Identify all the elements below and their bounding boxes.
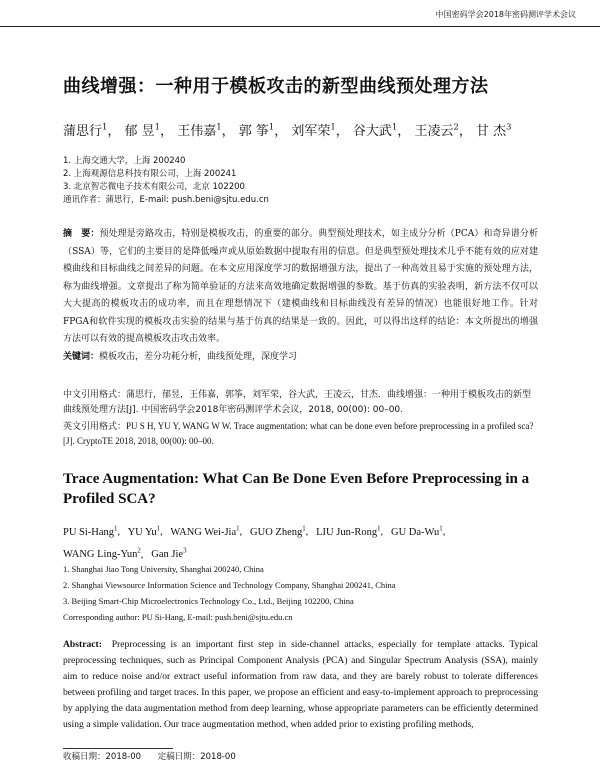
cn-abstract: [63, 226, 538, 349]
en-author: PU Si-Hang$^1$: [63, 525, 118, 538]
cn-author: 王凌云$^2$: [414, 121, 459, 139]
en-author: YU Yu$^1$: [127, 525, 161, 538]
cn-abstract-label: 摘 要：: [63, 229, 100, 239]
en-title: Trace Augmentation: What Can Be Done Even Before Preprocessing in a Profiled SCA?: [63, 471, 530, 507]
en-author: WANG Wei-Jia$^1$: [170, 525, 240, 538]
accepted-date: 定稿日期：2018-00: [157, 752, 236, 762]
cn-author: 王伟嘉$^1$: [177, 121, 222, 139]
en-affiliation-2: 2. Shanghai Viewsource Information Science and Technology Company, Shanghai 200241, China: [63, 580, 396, 590]
en-author: Gan Jie$^3$: [151, 547, 187, 560]
en-affiliation-3: 3. Beijing Smart-Chip Microelectronics Technology Co., Ltd., Beijing 102200, China: [63, 596, 354, 606]
cn-keywords: [63, 349, 538, 367]
cn-citation: [63, 388, 538, 418]
cn-affiliation-2: 2. 上海观源信息科技有限公司，上海 200241: [63, 169, 237, 179]
cn-keywords-label: 关键词：: [63, 352, 100, 362]
cn-affiliation-1: 1. 上海交通大学，上海 200240: [63, 156, 186, 166]
cn-author: 郁 昱$^1$: [124, 121, 161, 139]
en-citation: [63, 419, 538, 449]
en-citation-text: PU S H, YU Y, WANG W W. Trace augmentation: what can be done even before preprocessing in a profiled sca?[J]. CryptoTE 2018, 2018, 00(00): 00–00.: [63, 421, 534, 446]
cn-title: 曲线增强：一种用于模板攻击的新型曲线预处理方法: [63, 76, 489, 97]
footer-dates: [63, 750, 250, 762]
cn-keywords-text: 模板攻击，差分功耗分析，曲线预处理，深度学习: [99, 352, 298, 362]
cn-citation-label: 中文引用格式：: [63, 390, 127, 400]
en-corresponding-author: Corresponding author: PU Si-Hang, E-mail: push.beni@sjtu.edu.cn: [63, 612, 293, 622]
en-author: GU Da-Wu$^1$: [391, 525, 443, 538]
cn-citation-text: 蒲思行，郁昱，王伟嘉，郭筝，刘军荣，谷大武，王凌云，甘杰．曲线增强：一种用于模板攻击的新型曲线预处理方法[J]. 中国密码学会2018年密码测评学术会议，2018, 00(00): 00–00.: [63, 390, 532, 415]
cn-author: 甘 杰$^3$: [475, 121, 512, 139]
cn-author: 谷大武$^1$: [352, 121, 398, 139]
received-date: 收稿日期：2018-00: [63, 752, 142, 762]
en-abstract-text: Preprocessing is an important first step in side-channel attacks, especially for template attacks. Typical preprocessing techniques, such as Principal Component Analysis (PCA) and Singular Spectrum Analysis (SSA), mainly aim to reduce noise and/or extract useful information from raw data, and they are barely robust to tolerate differences between profiling and target traces. In this paper, we propose an efficient and easy-to-implement approach to preprocessing by applying the data augmentation method from deep learning, whose appropriate parameters can be efficiently determined using a simple validation. Our trace augmentation method, when added prior to existing profiling methods,: [63, 639, 538, 730]
cn-author: 蒲思行$^1$: [63, 121, 108, 139]
en-author: GUO Zheng$^1$: [250, 525, 306, 538]
en-citation-label: 英文引用格式：: [63, 421, 127, 431]
running-head: 中国密码学会2018年密码测评学术会议: [435, 10, 576, 19]
cn-authors: 蒲思行$^1$， 郁 昱$^1$， 王伟嘉$^1$， 郭 筝$^1$， 刘军荣$^1$， 谷大武$^1$， 王凌云$^2$， 甘 杰$^3$: [63, 121, 512, 139]
en-author: LIU Jun-Rong$^1$: [316, 525, 381, 538]
footer-rule: [63, 748, 173, 749]
en-abstract-label: Abstract:: [63, 639, 102, 650]
cn-author: 刘军荣$^1$: [291, 121, 336, 139]
cn-affiliation-3: 3. 北京智芯微电子技术有限公司，北京 102200: [63, 182, 245, 192]
cn-corresponding-author: 通讯作者：蒲思行，E-mail: push.beni@sjtu.edu.cn: [63, 195, 269, 205]
cn-abstract-text: 预处理是旁路攻击，特别是模板攻击，的重要的部分。典型预处理技术，如主成分分析（PCA）和奇异谱分析（SSA）等，它们的主要目的是降低噪声或从原始数据中提取有用的信息。但是典型预处理技术几乎不能有效的应对建模曲线和目标曲线之间差异的问题。在本文应用深度学习的数据增强方法，提出了一种高效且易于实施的预处理方法，称为曲线增强。文章提出了称为简单验证的方法来高效地确定数据增强的参数。基于仿真的实验表明，新方法不仅可以大大提高的模板攻击的成功率，而且在理想情况下（建模曲线和目标曲线没有差异的情况）也能很好地工作。针对FPGA和软件实现的模板攻击实验的结果与基于仿真的结果是一致的。因此，可以得出这样的结论：本文所提出的增强方法可以有效的提高模板攻击攻击效率。: [63, 229, 538, 344]
en-abstract: [63, 637, 538, 733]
cn-author: 郭 筝$^1$: [238, 121, 275, 139]
en-authors: PU Si-Hang$^1$, YU Yu$^1$, WANG Wei-Jia$^1$, GUO Zheng$^1$, LIU Jun-Rong$^1$, GU Da-Wu$^1$, WANG Ling-Yun$^2$, Gan Jie$^3$: [63, 525, 446, 560]
en-affiliation-1: 1. Shanghai Jiao Tong University, Shanghai 200240, China: [63, 564, 264, 574]
header-rule: [0, 26, 600, 27]
en-author: WANG Ling-Yun$^2$: [63, 547, 141, 560]
